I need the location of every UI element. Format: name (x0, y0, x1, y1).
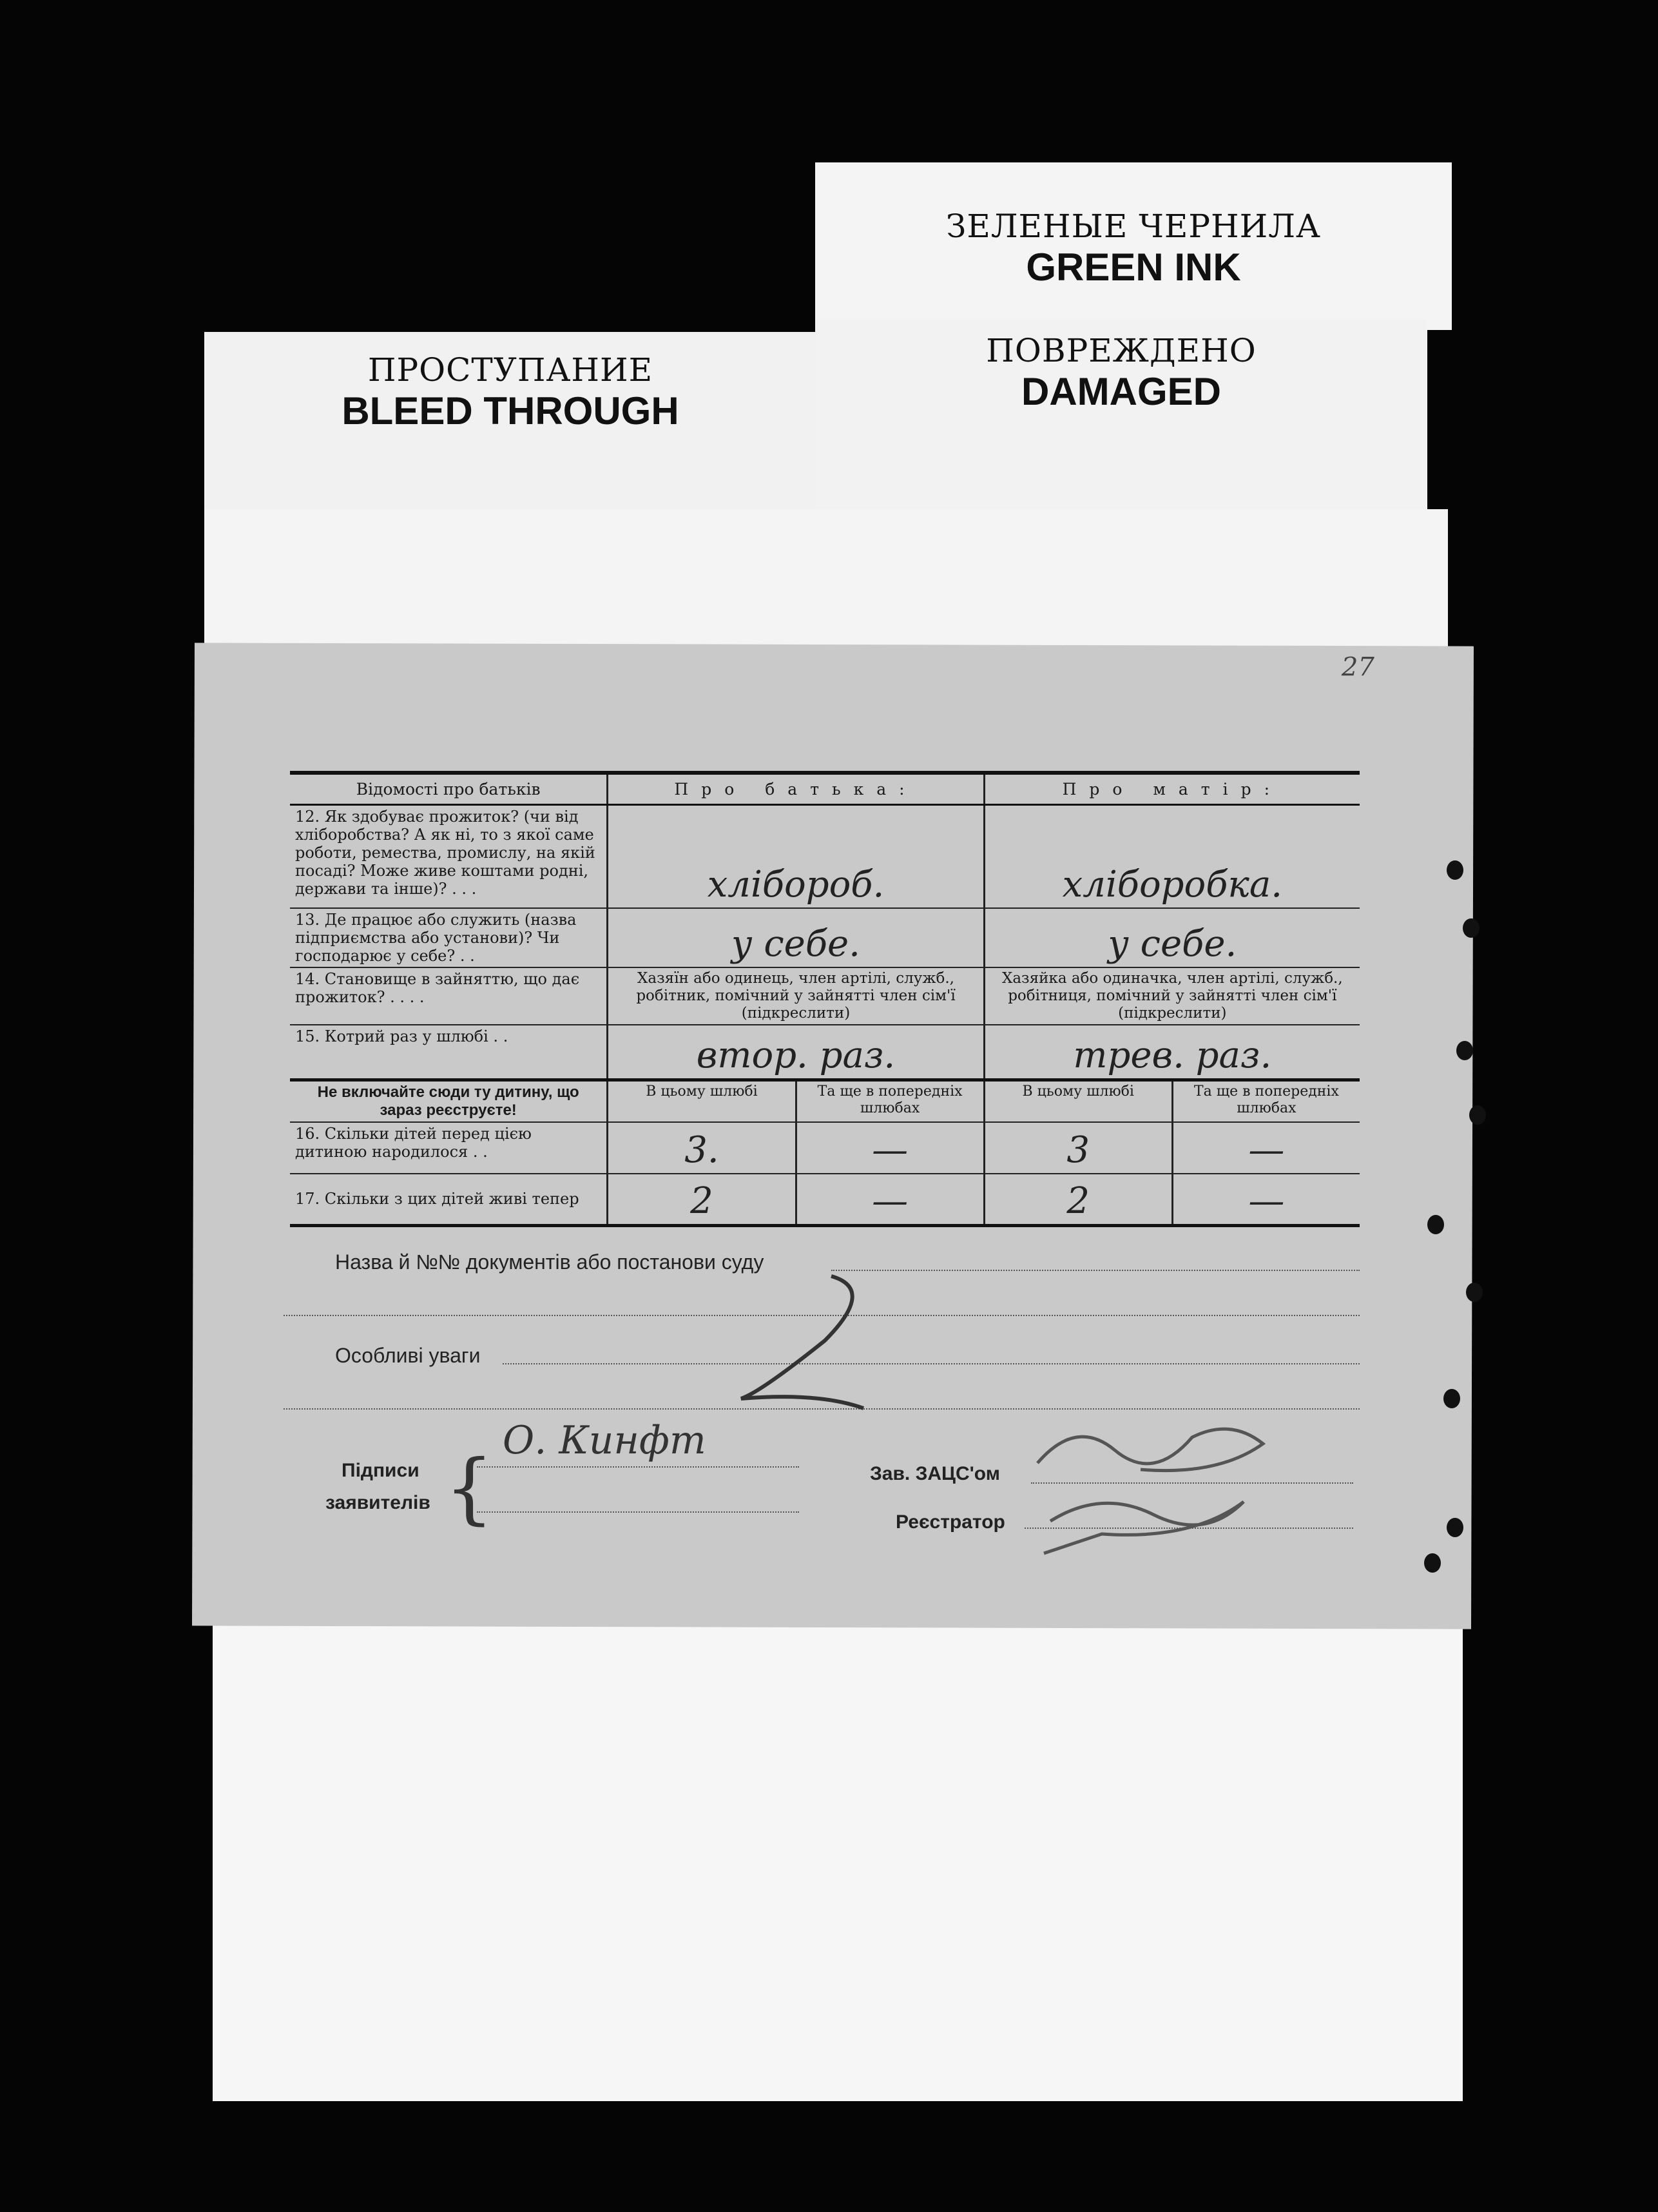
punch-hole (1443, 1389, 1460, 1408)
green-ink-label-card (815, 162, 1452, 330)
punch-hole (1456, 1041, 1473, 1060)
punch-hole (1447, 1518, 1463, 1537)
bleed-through-label-en: BLEED THROUGH (342, 389, 679, 432)
father-marriage-count: втор. раз. (608, 1025, 984, 1080)
header-father: Про батька: (608, 773, 984, 805)
mother-this-marriage-header: В цьому шлюбі (984, 1080, 1172, 1123)
mother-marriage-count: трев. раз. (984, 1025, 1360, 1080)
applicant-sig-line-2 (477, 1511, 799, 1513)
father-workplace: у себе. (608, 908, 984, 967)
father-prev-marriage-header: Та ще в попередніх шлюбах (796, 1080, 984, 1123)
question-16: 16. Скільки дітей перед цією дитиною народилося . . (290, 1122, 608, 1174)
question-15: 15. Котрий раз у шлюбі . . (290, 1025, 608, 1080)
bleed-through-label-card (204, 332, 816, 525)
father-children-living-this: 2 (608, 1174, 796, 1225)
applicant-signature: О. Кинфт (503, 1418, 706, 1463)
green-ink-label-ru: ЗЕЛЕНЫЕ ЧЕРНИЛА (946, 208, 1321, 245)
mother-livelihood: хліборобка. (984, 805, 1360, 908)
table-row (290, 1122, 1360, 1174)
green-ink-label-en: GREEN INK (1026, 246, 1241, 289)
head-signature-scrawl (1025, 1392, 1295, 1560)
mother-children-born-prev: — (1172, 1122, 1360, 1174)
father-children-born-this: 3. (608, 1122, 796, 1174)
children-subheader-row (290, 1080, 1360, 1123)
punch-hole (1447, 860, 1463, 880)
head-zags-label: Зав. ЗАЦС'ом (870, 1463, 1000, 1484)
father-this-marriage-header: В цьому шлюбі (608, 1080, 796, 1123)
notes-label: Особливі уваги (335, 1344, 481, 1367)
punch-hole (1469, 1105, 1486, 1125)
father-children-born-prev: — (796, 1122, 984, 1174)
punch-hole (1424, 1553, 1441, 1573)
applicant-sig-line-1 (477, 1466, 799, 1468)
father-livelihood: хлібороб. (608, 805, 984, 908)
punch-hole (1466, 1283, 1483, 1302)
blank-interleaf-sheet (204, 509, 1448, 664)
applicant-brace: { (445, 1444, 494, 1533)
page-number: 27 (1341, 652, 1374, 683)
father-children-living-prev: — (796, 1174, 984, 1225)
mother-children-living-this: 2 (984, 1174, 1172, 1225)
table-row (290, 967, 1360, 1025)
mother-occupation-status: Хазяйка або одиначка, член артілі, служб., робітниця, помічний у зайнятті член сім'ї (підкреслити) (984, 967, 1360, 1025)
table-header-row (290, 773, 1360, 805)
table-row (290, 1025, 1360, 1080)
mother-children-living-prev: — (1172, 1174, 1360, 1225)
damaged-label-en: DAMAGED (1021, 370, 1221, 413)
notes-line-1 (503, 1363, 1360, 1364)
parents-info-table (290, 771, 1360, 1227)
table-row (290, 1174, 1360, 1225)
punch-hole (1427, 1215, 1444, 1234)
blank-backing-page (213, 1579, 1463, 2101)
applicant-sig-label-2: заявителів (325, 1492, 430, 1513)
question-12: 12. Як здобуває прожиток? (чи від хліборобства? А як ні, то з якої саме роботи, ремества, промислу, на якій посаді? Може живе коштами родні, держави та інше)? . . . (290, 805, 608, 908)
registrar-label: Реєстратор (896, 1511, 1005, 1533)
mother-workplace: у себе. (984, 908, 1360, 967)
applicant-sig-label-1: Підписи (342, 1460, 419, 1481)
strike-mark (722, 1263, 889, 1418)
mother-children-born-this: 3 (984, 1122, 1172, 1174)
header-parents-info: Відомості про батьків (290, 773, 608, 805)
question-14: 14. Становище в зайняттю, що дає прожиток? . . . . (290, 967, 608, 1025)
table-row (290, 805, 1360, 908)
table-row (290, 908, 1360, 967)
punch-hole (1463, 918, 1480, 938)
damaged-label-ru: ПОВРЕЖДЕНО (986, 332, 1257, 369)
documents-label: Назва й №№ документів або постанови суду (335, 1250, 764, 1274)
question-17: 17. Скільки з цих дітей живі тепер (290, 1174, 608, 1225)
bleed-through-label-ru: ПРОСТУПАНИЕ (367, 351, 653, 389)
documents-line-1 (831, 1270, 1360, 1271)
damaged-label-card (815, 319, 1427, 525)
father-occupation-status: Хазяїн або одинець, член артілі, служб., робітник, помічний у зайнятті член сім'ї (підкреслити) (608, 967, 984, 1025)
header-mother: Про матір: (984, 773, 1360, 805)
question-13: 13. Де працює або служить (назва підприємства або установи)? Чи господарює у себе? . . (290, 908, 608, 967)
mother-prev-marriage-header: Та ще в попередніх шлюбах (1172, 1080, 1360, 1123)
exclude-child-note: Не включайте сюди ту дитину, що зараз реєструєте! (290, 1080, 608, 1123)
